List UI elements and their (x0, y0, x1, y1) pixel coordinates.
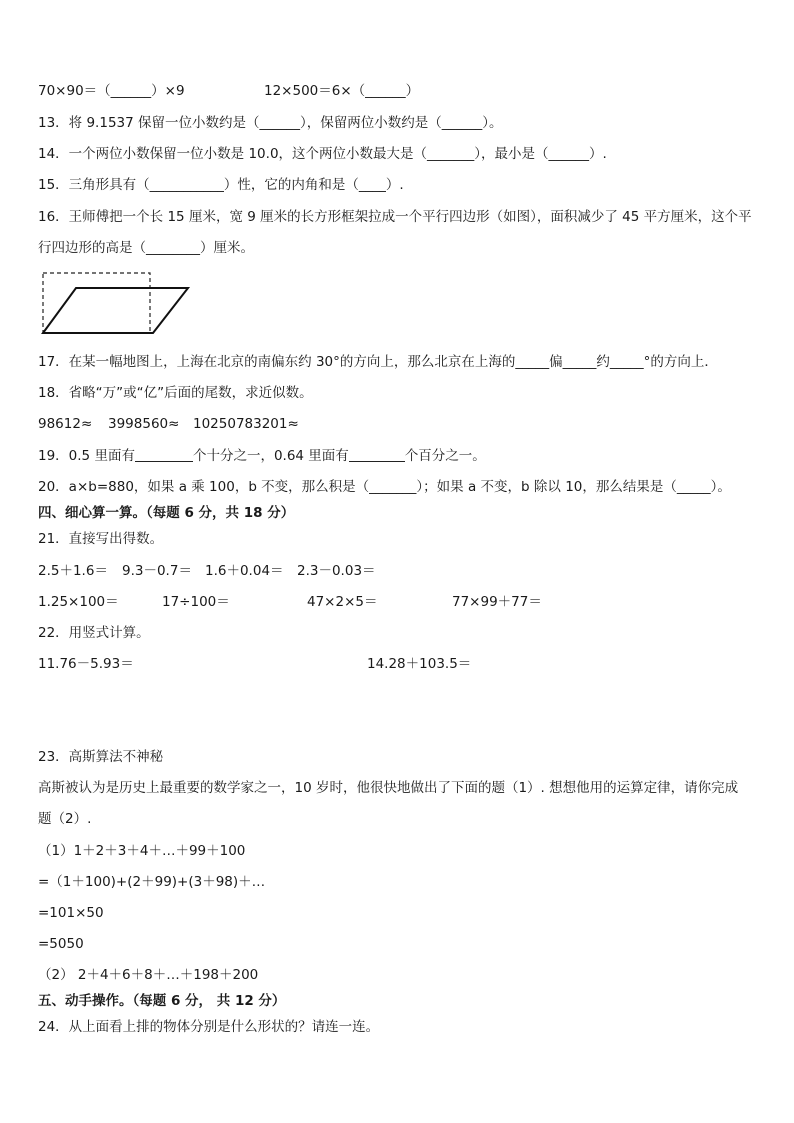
question-23-text2: 题（2）. (38, 811, 92, 827)
calc-3: 1.6＋0.04＝ (205, 563, 284, 579)
calc-1: 2.5＋1.6＝ (38, 563, 108, 579)
calc-5: 1.25×100＝ (38, 594, 119, 610)
blank-hundredths[interactable] (349, 447, 405, 462)
calc-7: 47×2×5＝ (307, 594, 378, 610)
approx-3998560: 3998560≈ (108, 416, 180, 432)
parallelogram-figure (40, 270, 192, 336)
question-16-line1: 16．王师傅把一个长 15 厘米，宽 9 厘米的长方形框架拉成一个平行四边形（如图），面积减少了 45 平方厘米，这个平 (38, 209, 752, 225)
gauss-step-4: =5050 (38, 936, 84, 952)
question-23: 23．高斯算法不神秘 (38, 749, 164, 765)
approx-98612: 98612≈ (38, 416, 93, 432)
question-19 (38, 447, 486, 465)
question-14: 14．一个两位小数保留一位小数是 10.0，这个两位小数最大是（_______），最小是（______）. (38, 146, 607, 162)
question-23-text1: 高斯被认为是历史上最重要的数学家之一，10 岁时，他很快地做出了下面的题（1）. 想想他用的运算定律，请你完成 (38, 780, 739, 796)
question-21: 21．直接写出得数。 (38, 531, 164, 547)
calc-2: 9.3－0.7＝ (122, 563, 192, 579)
gauss-step-1: （1）1＋2＋3＋4＋…＋99＋100 (38, 843, 246, 859)
approx-10250783201: 10250783201≈ (193, 416, 299, 432)
eq-70x90: 70×90＝（______）×9 (38, 83, 185, 99)
section-4-heading: 四、细心算一算。（每题 6 分，共 18 分） (38, 505, 295, 521)
question-17: 17．在某一幅地图上，上海在北京的南偏东约 30°的方向上，那么北京在上海的_____偏_____约_____°的方向上． (38, 354, 718, 370)
gauss-problem-2: （2） 2＋4＋6＋8＋…＋198＋200 (38, 967, 259, 983)
question-15: 15．三角形具有（___________）性，它的内角和是（____）. (38, 177, 404, 193)
calc-4: 2.3－0.03＝ (297, 563, 376, 579)
question-18: 18．省略“万”或“亿”后面的尾数，求近似数。 (38, 385, 313, 401)
question-19-part2: 个十分之一，0.64 里面有 (192, 448, 349, 464)
question-22: 22．用竖式计算。 (38, 625, 150, 641)
gauss-step-2: =（1＋100)+(2＋99)+(3＋98)＋… (38, 874, 266, 890)
calc-6: 17÷100＝ (162, 594, 230, 610)
question-24: 24．从上面看上排的物体分别是什么形状的？请连一连。 (38, 1019, 380, 1035)
vertical-calc-1: 11.76－5.93＝ (38, 656, 134, 672)
vertical-calc-2: 14.28＋103.5＝ (367, 656, 472, 672)
calc-8: 77×99＋77＝ (452, 594, 542, 610)
eq-12x500: 12×500＝6×（______） (264, 83, 420, 99)
question-13: 13．将 9.1537 保留一位小数约是（______），保留两位小数约是（______）。 (38, 115, 503, 131)
question-19-part1: 19．0.5 里面有 (38, 448, 135, 464)
blank-tenths[interactable] (135, 447, 193, 462)
question-20: 20．a×b=880，如果 a 乘 100，b 不变，那么积是（_______）；如果 a 不变，b 除以 10，那么结果是（_____）。 (38, 479, 731, 495)
question-19-part3: 个百分之一。 (404, 448, 486, 464)
parallelogram-shape (43, 288, 188, 333)
section-5-heading: 五、动手操作。（每题 6 分， 共 12 分） (38, 993, 286, 1009)
gauss-step-3: =101×50 (38, 905, 104, 921)
question-16-line2: 行四边形的高是（________）厘米。 (38, 240, 254, 256)
dashed-rectangle (43, 273, 150, 333)
